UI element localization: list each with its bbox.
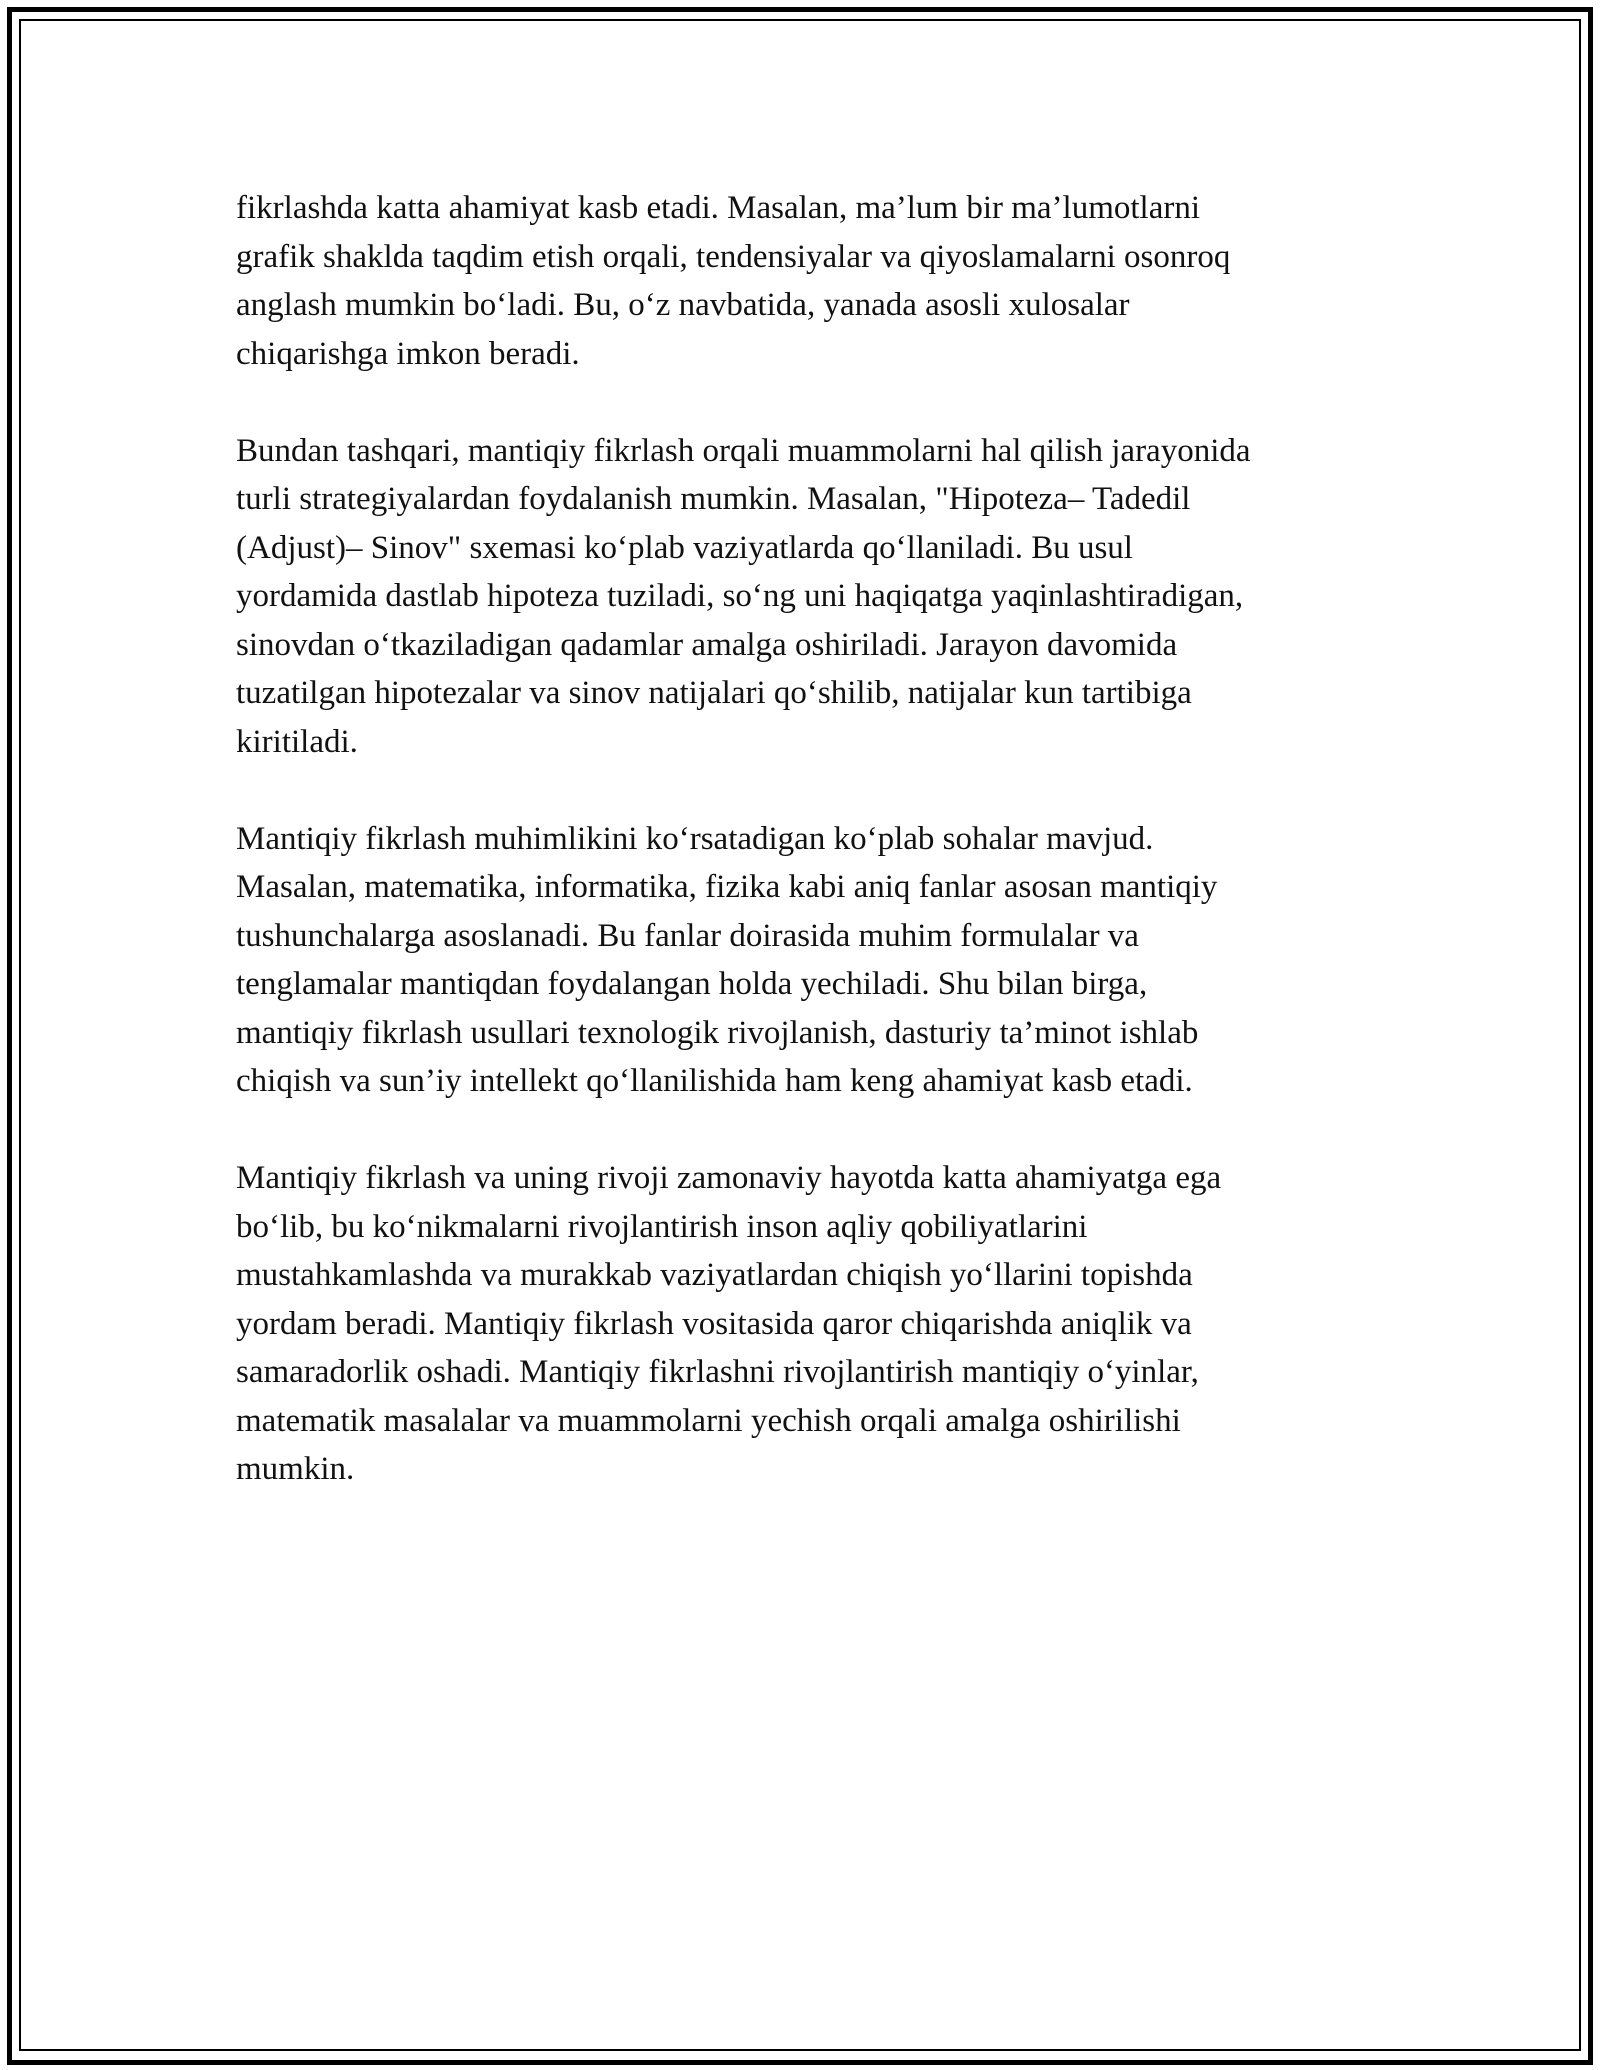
paragraph-2: Bundan tashqari, mantiqiy fikrlash orqali muammolarni hal qilish jarayonida turli strategiyalardan foydalanish mumkin. Masalan, "Hipoteza– Tadedil (Adjust)– Sinov" sxemasi ko‘plab vaziyatlarda qo‘llaniladi. Bu usul yordamida dastlab hipoteza tuziladi, so‘ng uni haqiqatga yaqinlashtiradigan, sinovdan o‘tkaziladigan qadamlar amalga oshiriladi. Jarayon davomida tuzatilgan hipotezalar va sinov natijalari qo‘shilib, natijalar kun tartibiga kiritiladi. <box>236 432 1251 760</box>
document-body <box>236 184 1376 1542</box>
paragraph-1: fikrlashda katta ahamiyat kasb etadi. Masalan, ma’lum bir ma’lumotlarni grafik shaklda taqdim etish orqali, tendensiyalar va qiyoslamalarni osonroq anglash mumkin bo‘ladi. Bu, o‘z navbatida, yanada asosli xulosalar chiqarishga imkon beradi. <box>236 190 1231 372</box>
paragraph-4: Mantiqiy fikrlash va uning rivoji zamonaviy hayotda katta ahamiyatga ega bo‘lib, bu ko‘nikmalarni rivojlantirish inson aqliy qobiliyatlarini mustahkamlashda va murakkab vaziyatlardan chiqish yo‘llarini topishda yordam beradi. Mantiqiy fikrlash vositasida qaror chiqarishda aniqlik va samaradorlik oshadi. Mantiqiy fikrlashni rivojlantirish mantiqiy o‘yinlar, matematik masalalar va muammolarni yechish orqali amalga oshirilishi mumkin. <box>236 1160 1222 1487</box>
paragraph-3: Mantiqiy fikrlash muhimlikini ko‘rsatadigan ko‘plab sohalar mavjud. Masalan, matematika, informatika, fizika kabi aniq fanlar asosan mantiqiy tushunchalarga asoslanadi. Bu fanlar doirasida muhim formulalar va tenglamalar mantiqdan foydalangan holda yechiladi. Shu bilan birga, mantiqiy fikrlash usullari texnologik rivojlanish, dasturiy ta’minot ishlab chiqish va sun’iy intellekt qo‘llanilishida ham keng ahamiyat kasb etadi. <box>236 820 1218 1099</box>
